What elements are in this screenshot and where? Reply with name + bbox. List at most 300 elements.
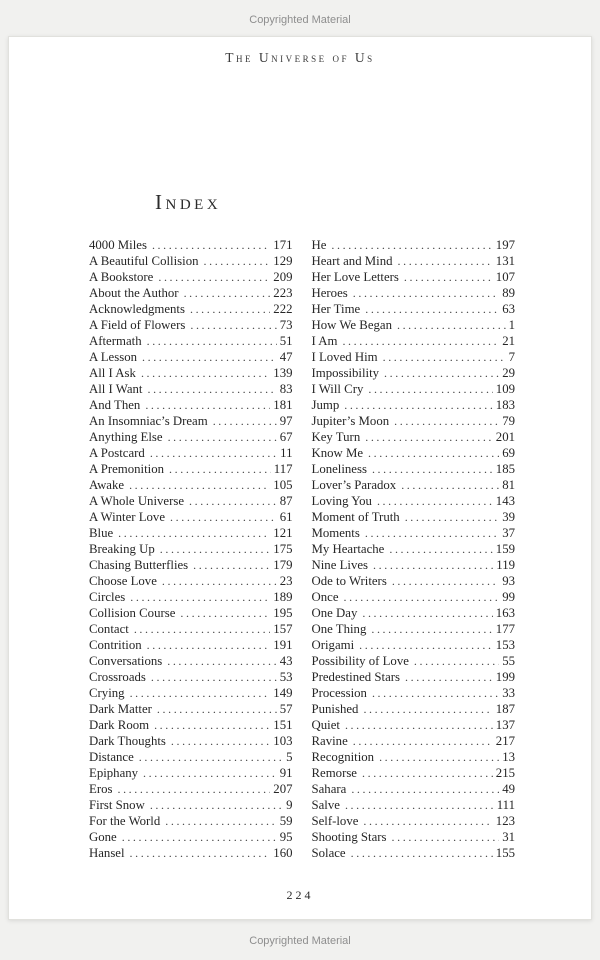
entry-title: First Snow bbox=[89, 798, 145, 812]
entry-title: One Thing bbox=[311, 622, 367, 636]
entry-title: I Will Cry bbox=[311, 382, 364, 396]
index-entry bbox=[312, 557, 516, 573]
index-entry bbox=[312, 717, 516, 733]
dot-leader bbox=[344, 589, 500, 605]
entry-title: Solace bbox=[311, 846, 346, 860]
entry-title: Loving You bbox=[311, 494, 372, 508]
entry-title: All I Want bbox=[89, 382, 143, 396]
entry-page-number: 183 bbox=[495, 398, 515, 412]
index-entry bbox=[89, 477, 293, 493]
entry-title: How We Began bbox=[311, 318, 392, 332]
index-entry bbox=[312, 733, 516, 749]
entry-page-number: 69 bbox=[502, 446, 515, 460]
entry-title: A Lesson bbox=[89, 350, 137, 364]
entry-title: Know Me bbox=[311, 446, 364, 460]
index-entry bbox=[312, 269, 516, 285]
index-entry bbox=[89, 269, 293, 285]
entry-title: 4000 Miles bbox=[89, 238, 147, 252]
entry-page-number: 13 bbox=[502, 750, 515, 764]
entry-title: My Heartache bbox=[311, 542, 385, 556]
entry-page-number: 163 bbox=[495, 606, 515, 620]
entry-page-number: 93 bbox=[502, 574, 515, 588]
dot-leader bbox=[394, 413, 499, 429]
index-entry bbox=[89, 429, 293, 445]
dot-leader bbox=[169, 461, 271, 477]
entry-title: Dark Thoughts bbox=[89, 734, 166, 748]
entry-title: Recognition bbox=[311, 750, 375, 764]
entry-title: I Am bbox=[311, 334, 338, 348]
dot-leader bbox=[189, 493, 277, 509]
dot-leader bbox=[154, 717, 270, 733]
dot-leader bbox=[171, 733, 270, 749]
entry-page-number: 121 bbox=[273, 526, 293, 540]
index-entry bbox=[89, 317, 293, 333]
dot-leader bbox=[345, 797, 494, 813]
entry-page-number: 43 bbox=[279, 654, 293, 668]
entry-page-number: 59 bbox=[279, 814, 293, 828]
dot-leader bbox=[118, 525, 270, 541]
index-right-column bbox=[312, 237, 516, 861]
dot-leader bbox=[377, 493, 493, 509]
dot-leader bbox=[392, 829, 500, 845]
index-entry bbox=[312, 445, 516, 461]
entry-page-number: 81 bbox=[502, 478, 515, 492]
entry-page-number: 123 bbox=[495, 814, 515, 828]
index-columns bbox=[89, 237, 515, 861]
dot-leader bbox=[184, 285, 271, 301]
index-entry bbox=[89, 493, 293, 509]
entry-title: Gone bbox=[89, 830, 117, 844]
entry-title: Hansel bbox=[89, 846, 125, 860]
copyright-notice-top: Copyrighted Material bbox=[249, 14, 351, 26]
entry-title: Choose Love bbox=[89, 574, 157, 588]
entry-title: And Then bbox=[89, 398, 141, 412]
entry-title: Dark Matter bbox=[89, 702, 152, 716]
entry-title: A Field of Flowers bbox=[89, 318, 186, 332]
entry-title: Loneliness bbox=[311, 462, 367, 476]
dot-leader bbox=[371, 621, 492, 637]
dot-leader bbox=[143, 765, 277, 781]
dot-leader bbox=[150, 797, 283, 813]
index-entry bbox=[312, 317, 516, 333]
entry-page-number: 207 bbox=[273, 782, 293, 796]
dot-leader bbox=[397, 317, 506, 333]
dot-leader bbox=[401, 477, 499, 493]
dot-leader bbox=[405, 509, 500, 525]
entry-page-number: 187 bbox=[495, 702, 515, 716]
entry-page-number: 191 bbox=[273, 638, 293, 652]
index-left-column bbox=[89, 237, 293, 861]
dot-leader bbox=[147, 381, 276, 397]
entry-title: I Loved Him bbox=[311, 350, 378, 364]
index-entry bbox=[312, 637, 516, 653]
index-entry bbox=[89, 829, 293, 845]
entry-page-number: 181 bbox=[273, 398, 293, 412]
entry-page-number: 61 bbox=[279, 510, 293, 524]
index-entry bbox=[312, 653, 516, 669]
index-entry bbox=[89, 461, 293, 477]
entry-page-number: 119 bbox=[496, 558, 515, 572]
dot-leader bbox=[165, 813, 276, 829]
index-entry bbox=[312, 797, 516, 813]
entry-title: A Bookstore bbox=[89, 270, 154, 284]
entry-title: Shooting Stars bbox=[311, 830, 387, 844]
entry-page-number: 47 bbox=[279, 350, 293, 364]
index-entry bbox=[89, 781, 293, 797]
dot-leader bbox=[170, 509, 277, 525]
dot-leader bbox=[147, 333, 277, 349]
index-entry bbox=[312, 461, 516, 477]
entry-title: Dark Room bbox=[89, 718, 150, 732]
entry-page-number: 160 bbox=[273, 846, 293, 860]
entry-title: Circles bbox=[89, 590, 126, 604]
index-entry bbox=[312, 525, 516, 541]
entry-title: Heart and Mind bbox=[311, 254, 393, 268]
entry-page-number: 55 bbox=[502, 654, 515, 668]
dot-leader bbox=[362, 605, 492, 621]
entry-title: A Postcard bbox=[89, 446, 145, 460]
entry-title: Ode to Writers bbox=[311, 574, 387, 588]
index-entry bbox=[89, 413, 293, 429]
entry-page-number: 131 bbox=[495, 254, 515, 268]
dot-leader bbox=[130, 845, 271, 861]
entry-title: Chasing Butterflies bbox=[89, 558, 189, 572]
entry-title: Self-love bbox=[311, 814, 359, 828]
entry-title: Predestined Stars bbox=[311, 670, 400, 684]
entry-page-number: 215 bbox=[495, 766, 515, 780]
entry-title: Her Love Letters bbox=[311, 270, 399, 284]
entry-page-number: 5 bbox=[286, 750, 293, 764]
entry-page-number: 89 bbox=[502, 286, 515, 300]
entry-page-number: 197 bbox=[495, 238, 515, 252]
entry-title: Blue bbox=[89, 526, 114, 540]
entry-page-number: 139 bbox=[273, 366, 293, 380]
entry-page-number: 175 bbox=[273, 542, 293, 556]
page-number: 224 bbox=[286, 888, 314, 902]
index-entry bbox=[312, 685, 516, 701]
dot-leader bbox=[372, 461, 493, 477]
index-entry bbox=[312, 509, 516, 525]
entry-page-number: 29 bbox=[502, 366, 515, 380]
dot-leader bbox=[162, 573, 277, 589]
dot-leader bbox=[414, 653, 499, 669]
entry-title: Awake bbox=[89, 478, 125, 492]
entry-page-number: 189 bbox=[273, 590, 293, 604]
entry-page-number: 67 bbox=[279, 430, 293, 444]
section-title: Index bbox=[155, 190, 222, 214]
entry-page-number: 87 bbox=[279, 494, 293, 508]
dot-leader bbox=[362, 765, 493, 781]
entry-title: Breaking Up bbox=[89, 542, 155, 556]
entry-page-number: 9 bbox=[286, 798, 293, 812]
dot-leader bbox=[190, 301, 270, 317]
dot-leader bbox=[368, 381, 492, 397]
entry-title: Moment of Truth bbox=[311, 510, 400, 524]
index-entry bbox=[312, 397, 516, 413]
dot-leader bbox=[365, 301, 499, 317]
entry-title: Possibility of Love bbox=[311, 654, 409, 668]
dot-leader bbox=[363, 813, 492, 829]
entry-title: Crying bbox=[89, 686, 125, 700]
dot-leader bbox=[213, 413, 277, 429]
entry-page-number: 137 bbox=[495, 718, 515, 732]
entry-title: Ravine bbox=[311, 734, 348, 748]
entry-page-number: 95 bbox=[279, 830, 293, 844]
index-entry bbox=[89, 605, 293, 621]
index-entry bbox=[312, 333, 516, 349]
entry-page-number: 159 bbox=[495, 542, 515, 556]
index-entry bbox=[89, 557, 293, 573]
dot-leader bbox=[193, 557, 270, 573]
entry-page-number: 21 bbox=[502, 334, 515, 348]
entry-title: A Premonition bbox=[89, 462, 165, 476]
entry-title: Once bbox=[311, 590, 339, 604]
index-entry bbox=[89, 717, 293, 733]
dot-leader bbox=[160, 541, 271, 557]
entry-page-number: 217 bbox=[495, 734, 515, 748]
index-entry bbox=[312, 765, 516, 781]
dot-leader bbox=[130, 685, 271, 701]
entry-page-number: 209 bbox=[273, 270, 293, 284]
entry-title: Origami bbox=[311, 638, 355, 652]
dot-leader bbox=[365, 429, 493, 445]
entry-title: Contrition bbox=[89, 638, 142, 652]
dot-leader bbox=[392, 573, 499, 589]
index-entry bbox=[312, 493, 516, 509]
entry-title: Impossibility bbox=[311, 366, 380, 380]
entry-page-number: 105 bbox=[273, 478, 293, 492]
entry-title: An Insomniac’s Dream bbox=[89, 414, 208, 428]
dot-leader bbox=[365, 525, 499, 541]
dot-leader bbox=[122, 829, 277, 845]
dot-leader bbox=[351, 781, 499, 797]
entry-title: Aftermath bbox=[89, 334, 142, 348]
entry-page-number: 111 bbox=[496, 798, 515, 812]
entry-page-number: 63 bbox=[502, 302, 515, 316]
index-entry bbox=[312, 301, 516, 317]
entry-title: Key Turn bbox=[311, 430, 361, 444]
entry-title: Contact bbox=[89, 622, 129, 636]
entry-title: Sahara bbox=[311, 782, 347, 796]
entry-page-number: 222 bbox=[273, 302, 293, 316]
entry-title: All I Ask bbox=[89, 366, 136, 380]
dot-leader bbox=[167, 653, 276, 669]
dot-leader bbox=[404, 269, 493, 285]
entry-title: Conversations bbox=[89, 654, 163, 668]
entry-title: Collision Course bbox=[89, 606, 176, 620]
index-entry bbox=[89, 381, 293, 397]
index-entry bbox=[312, 365, 516, 381]
dot-leader bbox=[157, 701, 277, 717]
entry-page-number: 179 bbox=[273, 558, 293, 572]
index-entry bbox=[312, 349, 516, 365]
dot-leader bbox=[405, 669, 493, 685]
entry-page-number: 107 bbox=[495, 270, 515, 284]
dot-leader bbox=[152, 237, 270, 253]
entry-page-number: 53 bbox=[279, 670, 293, 684]
dot-leader bbox=[368, 445, 499, 461]
dot-leader bbox=[363, 701, 492, 717]
copyright-notice-bottom: Copyrighted Material bbox=[249, 935, 351, 947]
entry-title: Moments bbox=[311, 526, 360, 540]
index-entry bbox=[312, 573, 516, 589]
dot-leader bbox=[344, 397, 493, 413]
dot-leader bbox=[353, 733, 493, 749]
entry-page-number: 11 bbox=[280, 446, 293, 460]
entry-title: Punished bbox=[311, 702, 359, 716]
book-title: The Universe of Us bbox=[225, 50, 375, 65]
entry-page-number: 31 bbox=[502, 830, 515, 844]
entry-page-number: 7 bbox=[508, 350, 515, 364]
index-entry bbox=[312, 781, 516, 797]
index-entry bbox=[89, 365, 293, 381]
entry-title: For the World bbox=[89, 814, 161, 828]
index-entry bbox=[312, 669, 516, 685]
index-entry bbox=[89, 621, 293, 637]
dot-leader bbox=[384, 365, 499, 381]
entry-page-number: 83 bbox=[279, 382, 293, 396]
entry-title: Jupiter’s Moon bbox=[311, 414, 390, 428]
entry-title: One Day bbox=[311, 606, 358, 620]
index-entry bbox=[89, 301, 293, 317]
entry-page-number: 171 bbox=[273, 238, 293, 252]
index-entry bbox=[89, 253, 293, 269]
index-entry bbox=[89, 333, 293, 349]
dot-leader bbox=[345, 717, 493, 733]
dot-leader bbox=[150, 445, 277, 461]
dot-leader bbox=[389, 541, 492, 557]
index-entry bbox=[89, 765, 293, 781]
entry-page-number: 37 bbox=[502, 526, 515, 540]
entry-page-number: 1 bbox=[508, 318, 515, 332]
dot-leader bbox=[158, 269, 270, 285]
entry-title: Acknowledgments bbox=[89, 302, 185, 316]
dot-leader bbox=[141, 365, 270, 381]
entry-page-number: 177 bbox=[495, 622, 515, 636]
entry-page-number: 51 bbox=[279, 334, 293, 348]
dot-leader bbox=[130, 589, 270, 605]
entry-page-number: 195 bbox=[273, 606, 293, 620]
index-entry bbox=[89, 509, 293, 525]
index-entry bbox=[312, 589, 516, 605]
index-entry bbox=[89, 733, 293, 749]
entry-page-number: 99 bbox=[502, 590, 515, 604]
index-entry bbox=[89, 637, 293, 653]
index-entry bbox=[89, 813, 293, 829]
dot-leader bbox=[147, 637, 271, 653]
index-entry bbox=[312, 813, 516, 829]
entry-title: He bbox=[311, 238, 327, 252]
entry-title: A Winter Love bbox=[89, 510, 166, 524]
dot-leader bbox=[383, 349, 506, 365]
dot-leader bbox=[331, 237, 492, 253]
entry-page-number: 39 bbox=[502, 510, 515, 524]
entry-title: Epiphany bbox=[89, 766, 139, 780]
entry-title: Remorse bbox=[311, 766, 357, 780]
entry-page-number: 117 bbox=[273, 462, 293, 476]
index-entry bbox=[312, 605, 516, 621]
dot-leader bbox=[359, 637, 493, 653]
dot-leader bbox=[117, 781, 270, 797]
entry-page-number: 155 bbox=[495, 846, 515, 860]
index-entry bbox=[312, 429, 516, 445]
index-entry bbox=[89, 525, 293, 541]
dot-leader bbox=[353, 285, 499, 301]
index-entry bbox=[89, 685, 293, 701]
entry-page-number: 129 bbox=[273, 254, 293, 268]
entry-page-number: 23 bbox=[279, 574, 293, 588]
entry-page-number: 103 bbox=[273, 734, 293, 748]
index-content bbox=[9, 190, 591, 861]
index-entry bbox=[89, 797, 293, 813]
entry-title: Nine Lives bbox=[311, 558, 369, 572]
dot-leader bbox=[373, 557, 493, 573]
entry-page-number: 79 bbox=[502, 414, 515, 428]
entry-page-number: 151 bbox=[273, 718, 293, 732]
entry-page-number: 149 bbox=[273, 686, 293, 700]
index-entry bbox=[312, 413, 516, 429]
dot-leader bbox=[139, 749, 283, 765]
index-entry bbox=[89, 445, 293, 461]
index-entry bbox=[89, 541, 293, 557]
entry-title: Crossroads bbox=[89, 670, 146, 684]
index-entry bbox=[312, 285, 516, 301]
entry-page-number: 223 bbox=[273, 286, 293, 300]
entry-page-number: 201 bbox=[495, 430, 515, 444]
entry-page-number: 91 bbox=[279, 766, 293, 780]
dot-leader bbox=[398, 253, 493, 269]
dot-leader bbox=[145, 397, 270, 413]
index-entry bbox=[312, 253, 516, 269]
entry-title: Anything Else bbox=[89, 430, 163, 444]
entry-title: Her Time bbox=[311, 302, 361, 316]
index-entry bbox=[89, 701, 293, 717]
dot-leader bbox=[134, 621, 270, 637]
index-entry bbox=[312, 237, 516, 253]
index-entry bbox=[312, 477, 516, 493]
index-entry bbox=[89, 237, 293, 253]
index-entry bbox=[89, 653, 293, 669]
entry-page-number: 97 bbox=[279, 414, 293, 428]
index-entry bbox=[89, 349, 293, 365]
entry-page-number: 185 bbox=[495, 462, 515, 476]
index-entry bbox=[89, 845, 293, 861]
index-entry bbox=[312, 621, 516, 637]
index-entry bbox=[89, 285, 293, 301]
index-entry bbox=[312, 541, 516, 557]
entry-title: Jump bbox=[311, 398, 340, 412]
index-entry bbox=[89, 573, 293, 589]
index-entry bbox=[312, 701, 516, 717]
index-entry bbox=[89, 669, 293, 685]
dot-leader bbox=[129, 477, 270, 493]
index-entry bbox=[89, 589, 293, 605]
index-entry bbox=[312, 381, 516, 397]
dot-leader bbox=[168, 429, 277, 445]
entry-title: Eros bbox=[89, 782, 113, 796]
dot-leader bbox=[180, 605, 270, 621]
entry-title: Quiet bbox=[311, 718, 340, 732]
entry-page-number: 157 bbox=[273, 622, 293, 636]
dot-leader bbox=[204, 253, 271, 269]
dot-leader bbox=[151, 669, 277, 685]
entry-page-number: 49 bbox=[502, 782, 515, 796]
entry-title: A Whole Universe bbox=[89, 494, 185, 508]
entry-title: Salve bbox=[311, 798, 340, 812]
index-entry bbox=[89, 397, 293, 413]
dot-leader bbox=[342, 333, 499, 349]
book-page bbox=[8, 36, 592, 920]
